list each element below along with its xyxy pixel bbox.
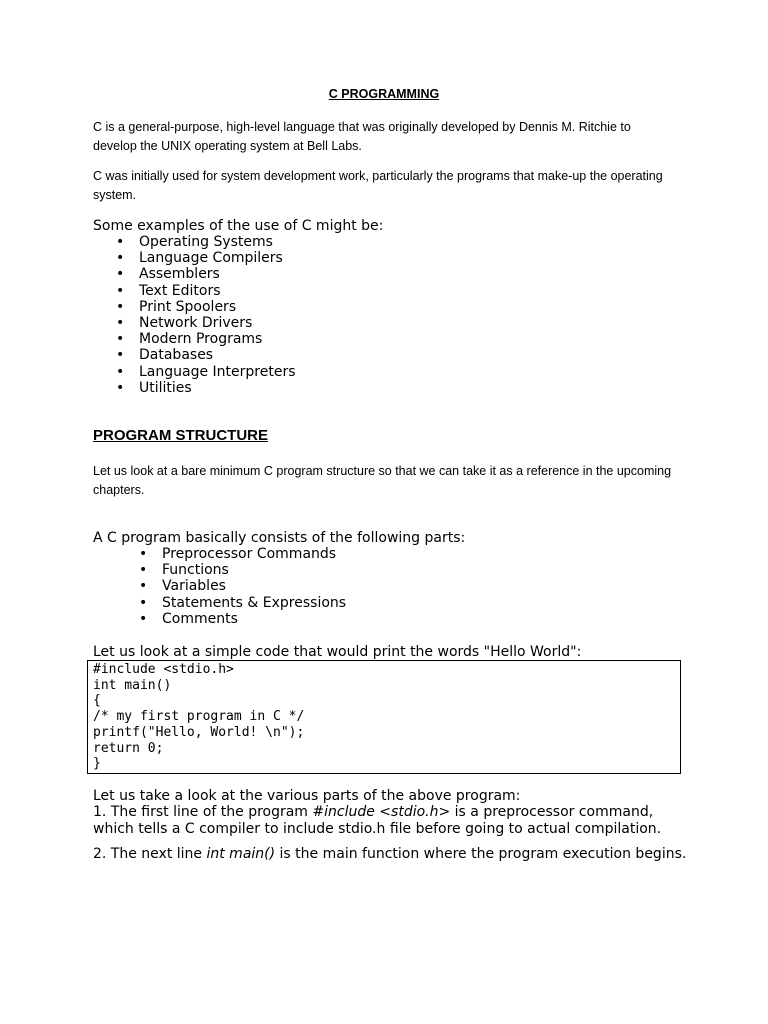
list-item-label: Assemblers — [139, 266, 220, 283]
point-2-code-reference: int main() — [206, 846, 276, 862]
bullet-icon: • — [139, 546, 148, 562]
list-item-label: Network Drivers — [139, 315, 253, 332]
code-line: int main() — [93, 677, 172, 693]
code-line: #include <stdio.h> — [93, 662, 234, 677]
parts-list — [139, 546, 346, 627]
list-item — [116, 234, 296, 250]
point-1-code-reference: #include <stdio.h> — [312, 804, 451, 820]
list-item — [116, 331, 296, 347]
bullet-icon: • — [116, 315, 125, 332]
list-item-label: Statements & Expressions — [162, 594, 347, 611]
list-item — [116, 315, 296, 331]
code-block — [87, 660, 681, 774]
bullet-icon: • — [116, 266, 125, 283]
point-2-prefix: 2. The next line — [93, 846, 207, 862]
list-item-label: Print Spoolers — [139, 298, 237, 315]
code-line: printf("Hello, World! \n"); — [93, 724, 305, 740]
list-item — [139, 562, 346, 578]
list-item — [116, 347, 296, 363]
explanation-point-2 — [93, 846, 693, 863]
code-lead: Let us look at a simple code that would print the words "Hello World": — [93, 644, 582, 660]
bullet-icon: • — [116, 363, 125, 380]
list-item-label: Variables — [162, 578, 226, 595]
list-item-label: Text Editors — [139, 282, 221, 299]
bullet-icon: • — [116, 331, 125, 348]
list-item — [139, 595, 346, 611]
list-item-label: Databases — [139, 347, 214, 364]
intro-paragraph-1: C is a general-purpose, high-level language that was originally developed by Dennis M. Ritchie to develop the UNIX operating system at Bell Labs. — [93, 120, 631, 153]
bullet-icon: • — [139, 578, 148, 595]
examples-list — [116, 234, 296, 396]
point-1-suffix: is a preprocessor command, which tells a C compiler to include stdio.h file before going to actual compilation. — [93, 804, 662, 837]
bullet-icon: • — [116, 234, 125, 250]
intro-paragraph-2: C was initially used for system development work, particularly the programs that make-up the operating system. — [93, 169, 663, 202]
list-item-label: Preprocessor Commands — [162, 546, 337, 562]
bullet-icon: • — [116, 250, 125, 267]
document-title: C PROGRAMMING — [328, 87, 440, 101]
examples-lead: Some examples of the use of C might be: — [93, 218, 384, 234]
list-item-label: Language Compilers — [139, 250, 283, 267]
program-structure-heading: PROGRAM STRUCTURE — [93, 427, 268, 444]
bullet-icon: • — [116, 282, 125, 299]
parts-lead: A C program basically consists of the following parts: — [93, 530, 466, 546]
list-item — [116, 364, 296, 380]
code-line: { — [93, 693, 101, 709]
code-line: } — [93, 756, 101, 772]
list-item — [139, 546, 346, 562]
list-item-label: Functions — [162, 562, 229, 579]
point-2-suffix: is the main function where the program execution begins. — [275, 846, 687, 862]
bullet-icon: • — [116, 347, 125, 364]
list-item — [116, 250, 296, 266]
list-item — [116, 266, 296, 282]
list-item-label: Comments — [162, 610, 238, 627]
point-1-prefix: 1. The first line of the program — [93, 804, 313, 820]
list-item-label: Language Interpreters — [139, 363, 296, 380]
list-item — [116, 283, 296, 299]
bullet-icon: • — [116, 379, 125, 396]
list-item — [139, 578, 346, 594]
list-item — [116, 299, 296, 315]
program-structure-intro: Let us look at a bare minimum C program structure so that we can take it as a reference in the upcoming chapters. — [93, 464, 672, 497]
bullet-icon: • — [139, 610, 148, 627]
bullet-icon: • — [139, 594, 148, 611]
bullet-icon: • — [139, 562, 148, 579]
list-item-label: Utilities — [139, 379, 192, 396]
list-item-label: Operating Systems — [139, 234, 273, 250]
explanation-lead: Let us take a look at the various parts of the above program: — [93, 788, 521, 804]
list-item-label: Modern Programs — [139, 331, 263, 348]
code-line: return 0; — [93, 740, 164, 756]
list-item — [139, 611, 346, 627]
code-line: /* my first program in C */ — [93, 709, 305, 725]
bullet-icon: • — [116, 298, 125, 315]
explanation-point-1 — [93, 804, 693, 837]
list-item — [116, 380, 296, 396]
